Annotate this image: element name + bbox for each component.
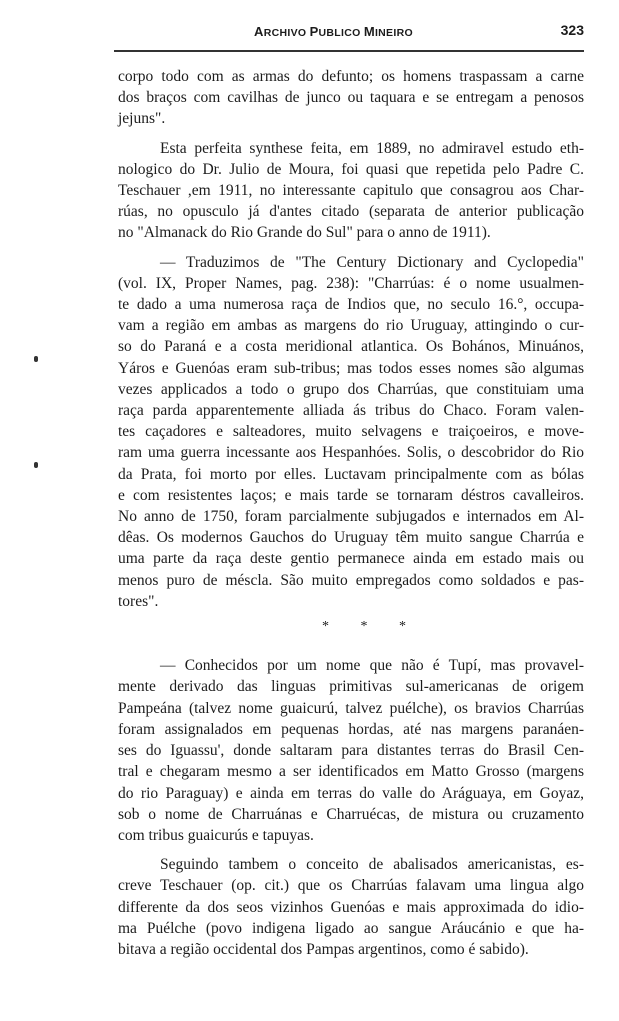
text-line: ses do Iguassu', donde saltaram para distantes terras do Brasil Cen- <box>118 742 584 760</box>
text-line: rúas, no opusculo já d'antes citado (separata de anterior publicação <box>118 203 584 221</box>
margin-mark <box>34 356 38 362</box>
text-line: vam a região em ambas as margens do rio Uruguay, attingindo o cur- <box>118 317 584 335</box>
text-line: differente da dos seos vizinhos Guenóas e mais approximada do idio- <box>118 898 584 916</box>
text-line: tores". <box>118 592 159 610</box>
text-line: e com resistentes laços; e mais tarde se tornaram déstros cavalleiros. <box>118 486 584 504</box>
text-line: nologico do Dr. Julio de Moura, foi quasi que repetida pelo Padre C. <box>118 160 584 178</box>
text-line: menos puro de méscla. São muito empregados como soldados e pas- <box>118 571 584 589</box>
margin-mark <box>34 462 38 468</box>
text-line: mente derivado das linguas primitivas sul-americanas de origem <box>118 678 584 696</box>
text-line: Esta perfeita synthese feita, em 1889, no admiravel estudo eth- <box>160 139 584 157</box>
text-line: so do Paraná e a costa meridional atlantica. Os Bohános, Minuános, <box>118 338 584 356</box>
text-line: te dado a uma numerosa raça de Indios que, no seculo 16.°, occupa- <box>118 296 584 314</box>
text-line: ma Puélche (povo indigena ligado ao sangue Aráucánio e que ha- <box>118 919 584 937</box>
text-line: Teschauer ,em 1911, no interessante capitulo que consagrou aos Char- <box>118 182 584 200</box>
text-line: raça parda apparentemente alliada ás tribus do Chaco. Foram valen- <box>118 402 584 420</box>
text-line: Seguindo tambem o conceito de abalisados americanistas, es- <box>160 856 584 874</box>
page-number: 323 <box>560 22 584 38</box>
text-line: do rio Paraguay) e ainda em terras do valle do Aráguaya, em Goyaz, <box>118 784 584 802</box>
text-line: Pampeána (talvez nome guaicurú, talvez puélche), os bravios Charrúas <box>118 699 584 717</box>
text-line: ram uma guerra incessante aos Hespanhóes. Solis, o descobridor do Rio <box>118 444 584 462</box>
text-line: Yáros e Guenóas eram sub-tribus; mas todos esses nomes são algumas <box>118 359 584 377</box>
header-rule <box>114 50 584 52</box>
text-line: tes caçadores e salteadores, muito selvagens e traiçoeiros, e move- <box>118 423 584 441</box>
text-line: dos braços com cavilhas de junco ou taquara e se entregam a penosos <box>118 89 584 107</box>
text-line: foram assignalados em pequenas hordas, até nas margens paranáen- <box>118 720 584 738</box>
text-line: — Conhecidos por um nome que não é Tupí, mas provavel- <box>160 657 584 675</box>
text-line: bitava a região occidental dos Pampas argentinos, como é sabido). <box>118 940 529 958</box>
text-line: corpo todo com as armas do defunto; os homens traspassam a carne <box>118 68 584 85</box>
text-line: da Prata, foi morto por elles. Luctavam principalmente com as bólas <box>118 465 584 483</box>
text-line: jejuns". <box>118 110 166 128</box>
text-line: (vol. IX, Proper Names, pag. 238): "Charrúas: é o nome usualmen- <box>118 274 584 292</box>
text-line: dêas. Os modernos Gauchos do Uruguay têm muito sangue Charrúa e <box>118 529 584 547</box>
text-line: tral e chegaram mesmo a ser identificados em Matto Grosso (margens <box>118 763 584 781</box>
text-line: — Traduzimos de "The Century Dictionary and Cyclopedia" <box>160 253 584 271</box>
text-line: vezes applicados a todo o grupo dos Charrúas, que constituiam uma <box>118 380 584 398</box>
text-line: uma parte da raça deste gentio permanece ainda em estado mais ou <box>118 550 584 568</box>
text-line: No anno de 1750, foram parcialmente subjugados e internados em Al- <box>118 508 584 526</box>
text-line: no "Almanack do Rio Grande do Sul" para o anno de 1911). <box>118 224 491 242</box>
section-separator: * * * <box>322 619 420 635</box>
text-line: sob o nome de Charruánas e Charruécas, de mistura ou cruzamento <box>118 805 584 823</box>
journal-title: ARCHIVO PUBLICO MINEIRO <box>254 24 413 39</box>
body-text <box>118 66 584 960</box>
text-line: creve Teschauer (op. cit.) que os Charrúas falavam uma lingua algo <box>118 877 584 895</box>
running-header <box>114 20 584 44</box>
text-line: com tribus guaicurús e tapuyas. <box>118 826 314 844</box>
